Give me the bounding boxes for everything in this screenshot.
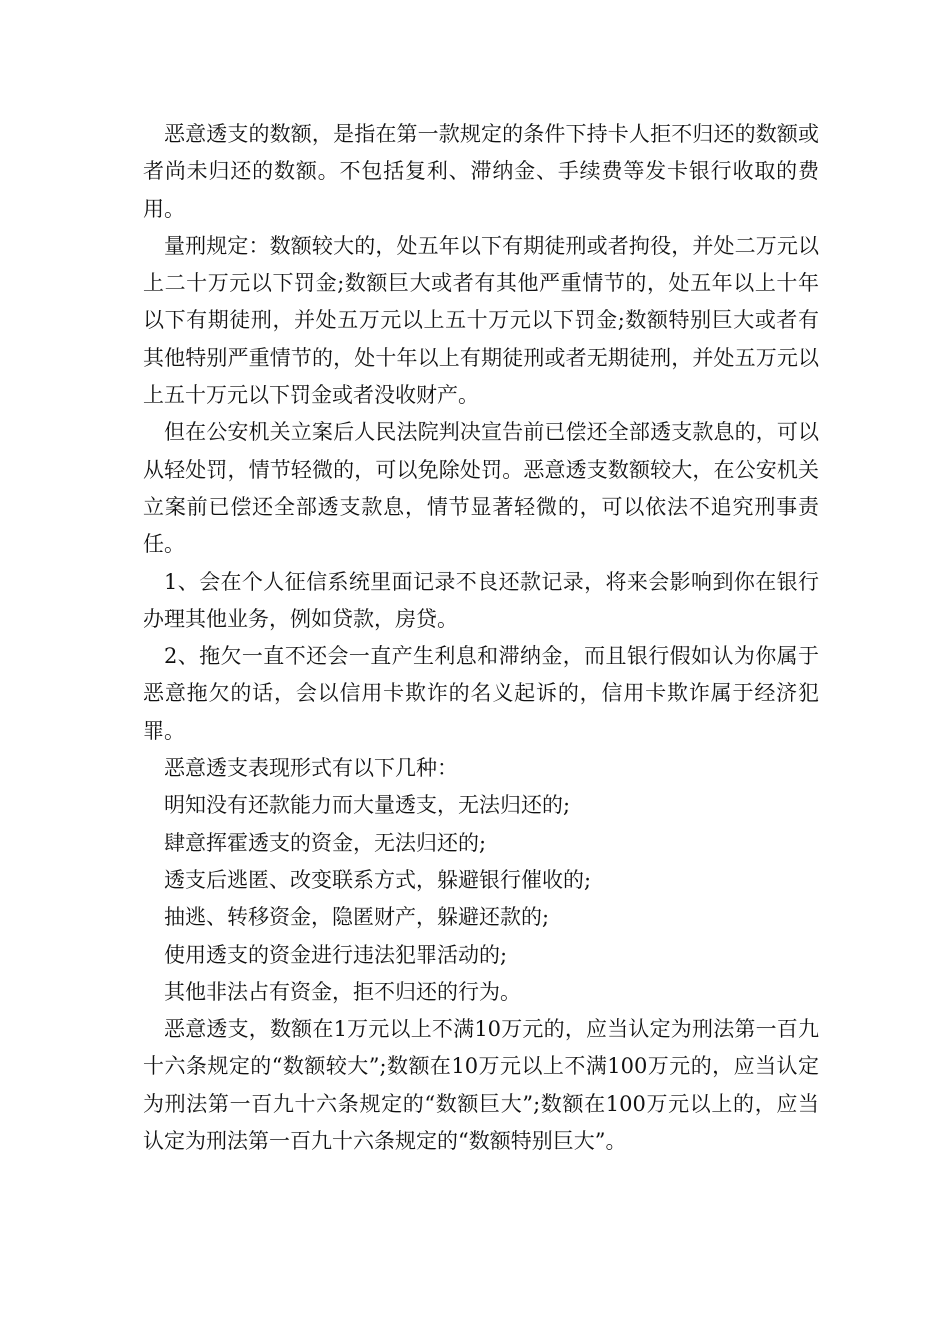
- list-item-form-2: 肆意挥霍透支的资金，无法归还的;: [164, 830, 487, 855]
- paragraph-lenient-punishment: 但在公安机关立案后人民法院判决宣告前已偿还全部透支款息的，可以从轻处罚，情节轻微的，可以免除处罚。恶意透支数额较大，在公安机关立案前已偿还全部透支款息，情节显著轻微的，可以依法不追究刑事责任。: [143, 420, 819, 557]
- paragraph-interest-and-fraud: 2、拖欠一直不还会一直产生利息和滞纳金，而且银行假如认为你属于恶意拖欠的话，会以信用卡欺诈的名义起诉的，信用卡欺诈属于经济犯罪。: [143, 644, 819, 743]
- list-item-form-5: 使用透支的资金进行违法犯罪活动的;: [164, 942, 508, 967]
- list-item-form-4: 抽逃、转移资金，隐匿财产，躲避还款的;: [164, 905, 550, 930]
- document-body: [143, 116, 819, 1160]
- list-item-form-1: 明知没有还款能力而大量透支，无法归还的;: [164, 793, 571, 818]
- paragraph-forms-heading: 恶意透支表现形式有以下几种：: [164, 756, 458, 781]
- list-item-form-3: 透支后逃匿、改变联系方式，躲避银行催收的;: [164, 867, 592, 892]
- paragraph-sentencing-rules: 量刑规定：数额较大的，处五年以下有期徒刑或者拘役，并处二万元以上二十万元以下罚金;数额巨大或者有其他严重情节的，处五年以上十年以下有期徒刑，并处五万元以上五十万元以下罚金;数额特别巨大或者有其他特别严重情节的，处十年以上有期徒刑或者无期徒刑，并处五万元以上五十万元以下罚金或者没收财产。: [143, 233, 819, 408]
- paragraph-credit-record: 1、会在个人征信系统里面记录不良还款记录，将来会影响到你在银行办理其他业务，例如贷款，房贷。: [143, 569, 819, 631]
- paragraph-overdraft-amount: 恶意透支的数额，是指在第一款规定的条件下持卡人拒不归还的数额或者尚未归还的数额。不包括复利、滞纳金、手续费等发卡银行收取的费用。: [143, 122, 819, 221]
- list-item-form-6: 其他非法占有资金，拒不归还的行为。: [164, 979, 521, 1004]
- paragraph-amount-thresholds: 恶意透支，数额在1万元以上不满10万元的，应当认定为刑法第一百九十六条规定的“数额较大”;数额在10万元以上不满100万元的，应当认定为刑法第一百九十六条规定的“数额巨大”;数额在100万元以上的，应当认定为刑法第一百九十六条规定的“数额特别巨大”。: [143, 1017, 819, 1154]
